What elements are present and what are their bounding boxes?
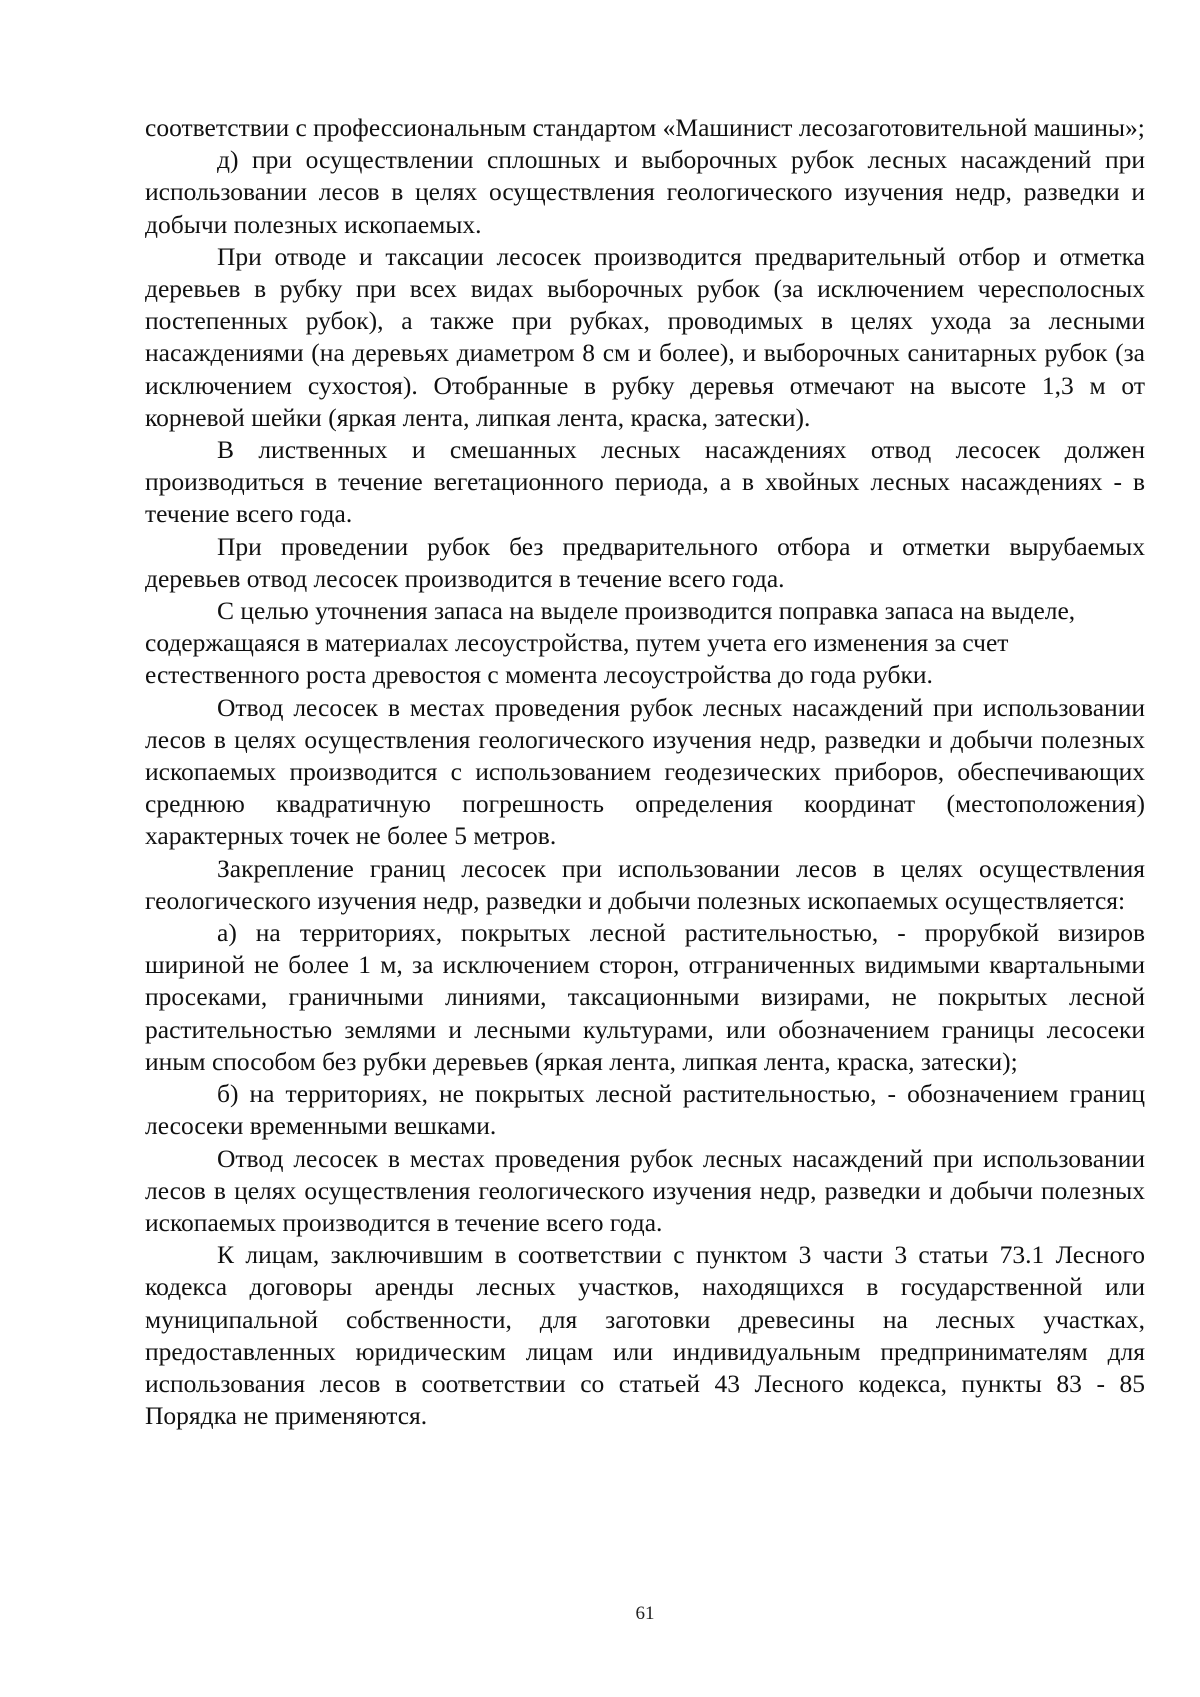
paragraph-selection-marking: При отводе и таксации лесосек производится предварительный отбор и отметка деревьев в рубку при всех видах выборочных рубок (за исключением чересполосных постепенных рубок), а также при рубках, проводимых в целях ухода за лесными насаждениями (на деревьях диаметром 8 см и более), и выборочных санитарных рубок (за исключением сухостоя). Отобранные в рубку деревья отмечают на высоте 1,3 м от корневой шейки (яркая лента, липкая лента, краска, затески). [145,241,1145,432]
paragraph-item-b: б) на территориях, не покрытых лесной растительностью, - обозначением границ лесосеки временными вешками. [145,1079,1145,1141]
paragraph-item-a: а) на территориях, покрытых лесной растительностью, - прорубкой визиров шириной не более 1 м, за исключением сторон, отграниченных видимыми квартальными просеками, граничными линиями, таксационными визирами, не покрытых лесной растительностью землями и лесными культурами, или обозначением границы лесосеки иным способом без рубки деревьев (яркая лента, липкая лента, краска, затески); [145,918,1145,1076]
paragraph-no-preselection: При проведении рубок без предварительного отбора и отметки вырубаемых деревьев отвод лесосек производится в течение всего года. [145,531,1145,593]
paragraph-stock-correction: С целью уточнения запаса на выделе производится поправка запаса на выделе, содержащаяся в материалах лесоустройства, путем учета его изменения за счет естественного роста древостоя с момента лесоустройства до года рубки. [145,596,1076,690]
paragraph-item-d: д) при осуществлении сплошных и выборочных рубок лесных насаждений при использовании лесов в целях осуществления геологического изучения недр, разведки и добычи полезных ископаемых. [145,145,1145,239]
paragraph-continuation: соответствии с профессиональным стандартом «Машинист лесозаготовительной машины»; [145,113,1145,142]
paragraph-geodetic-instruments: Отвод лесосек в местах проведения рубок лесных насаждений при использовании лесов в целях осуществления геологического изучения недр, разведки и добычи полезных ископаемых производится с использованием геодезических приборов, обеспечивающих среднюю квадратичную погрешность определения координат (местоположения) характерных точек не более 5 метров. [145,692,1145,851]
paragraph-allotment-year-round: Отвод лесосек в местах проведения рубок лесных насаждений при использовании лесов в целях осуществления геологического изучения недр, разведки и добычи полезных ископаемых производится в течение всего года. [145,1143,1145,1237]
paragraph-boundary-fixing: Закрепление границ лесосек при использовании лесов в целях осуществления геологического изучения недр, разведки и добычи полезных ископаемых осуществляется: [145,853,1145,915]
paragraph-lease-exception: К лицам, заключившим в соответствии с пунктом 3 части 3 статьи 73.1 Лесного кодекса договоры аренды лесных участков, находящихся в государственной или муниципальной собственности, для заготовки древесины на лесных участках, предоставленных юридическим лицам или индивидуальным предпринимателям для использования лесов в соответствии со статьей 43 Лесного кодекса, пункты 83 - 85 Порядка не применяются. [145,1240,1145,1431]
document-page [145,112,1145,1432]
paragraph-deciduous-allotment: В лиственных и смешанных лесных насаждениях отвод лесосек должен производиться в течение вегетационного периода, а в хвойных лесных насаждениях - в течение всего года. [145,435,1145,529]
page-number: 61 [635,1603,655,1624]
